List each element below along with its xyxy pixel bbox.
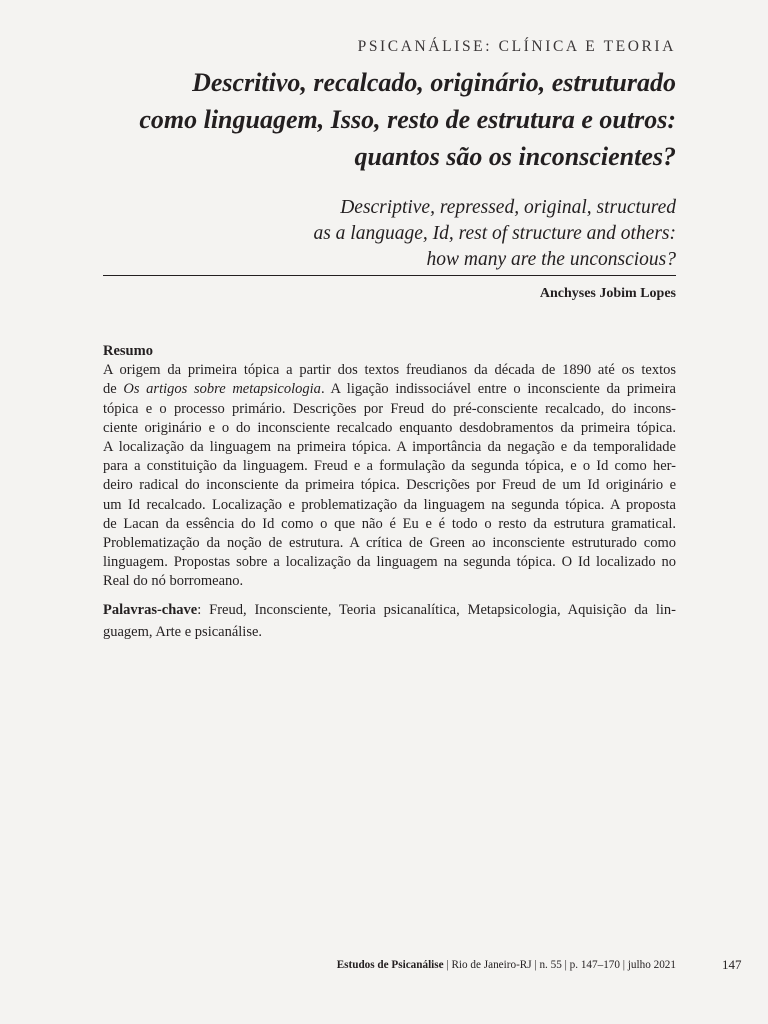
page-number: 147 [722, 957, 742, 972]
abstract-text: de [103, 381, 124, 398]
abstract-line: tópica e o processo primário. Descrições por Freud do pré-consciente recalcado, do incons- [103, 400, 676, 417]
abstract-section [103, 342, 676, 592]
abstract-line: um Id recalcado. Localização e problematização da linguagem na segunda tópica. A proposta [103, 496, 676, 513]
abstract-line: para a constituição da linguagem. Freud e a formulação da segunda tópica, e o Id como her- [103, 458, 676, 475]
abstract-line: deiro radical do inconsciente da primeira tópica. Descrições por Freud de um Id originário e [103, 477, 676, 494]
keywords-line: guagem, Arte e psicanálise. [103, 624, 263, 640]
title-en-line: how many are the unconscious? [426, 249, 676, 270]
title-pt-line: Descritivo, recalcado, originário, estruturado [192, 68, 676, 97]
title-divider [103, 275, 676, 276]
journal-name: Estudos de Psicanálise [336, 959, 444, 971]
keywords-text: : Freud, Inconsciente, Teoria psicanalítica, Metapsicologia, Aquisição da lin- [197, 602, 676, 618]
abstract-line: A localização da linguagem na primeira tópica. A importância da negação e da temporalidade [103, 439, 676, 456]
abstract-heading: Resumo [103, 343, 153, 359]
abstract-line: ciente originário e o do inconsciente recalcado enquanto desdobramentos da primeira tópica. [103, 419, 676, 436]
section-label: PSICANÁLISE: CLÍNICA E TEORIA [357, 38, 676, 55]
cited-work-title: Os artigos sobre metapsicologia [123, 381, 321, 398]
keywords-line [103, 599, 676, 621]
title-pt-line: quantos são os inconscientes? [354, 142, 676, 171]
article-title-english [176, 195, 676, 273]
abstract-text: . A ligação indissociável entre o inconsciente da primeira [320, 381, 676, 398]
title-pt-line: como linguagem, Isso, resto de estrutura e outros: [139, 105, 676, 134]
author-name: Anchyses Jobim Lopes [539, 286, 676, 301]
publication-details: | Rio de Janeiro-RJ | n. 55 | p. 147–170 | julho 2021 [443, 959, 676, 971]
abstract-line [103, 380, 676, 399]
keywords-section [103, 599, 676, 643]
abstract-line: Real do nó borromeano. [103, 573, 244, 590]
abstract-line: de Lacan da essência do Id como o que não é Eu e é todo o resto da estrutura gramatical. [103, 515, 676, 532]
abstract-line: A origem da primeira tópica a partir dos textos freudianos da década de 1890 até os textos [103, 362, 676, 379]
article-title-portuguese [76, 64, 676, 175]
keywords-label: Palavras-chave [103, 602, 198, 618]
abstract-body [103, 361, 676, 591]
running-footer [337, 959, 676, 971]
title-en-line: as a language, Id, rest of structure and others: [313, 223, 676, 244]
abstract-line: Problematização da noção de estrutura. A crítica de Green ao inconsciente estruturado como [103, 535, 676, 552]
title-en-line: Descriptive, repressed, original, structured [340, 197, 676, 218]
abstract-line: linguagem. Propostas sobre a localização da linguagem na segunda tópica. O Id localizado no [103, 554, 676, 571]
